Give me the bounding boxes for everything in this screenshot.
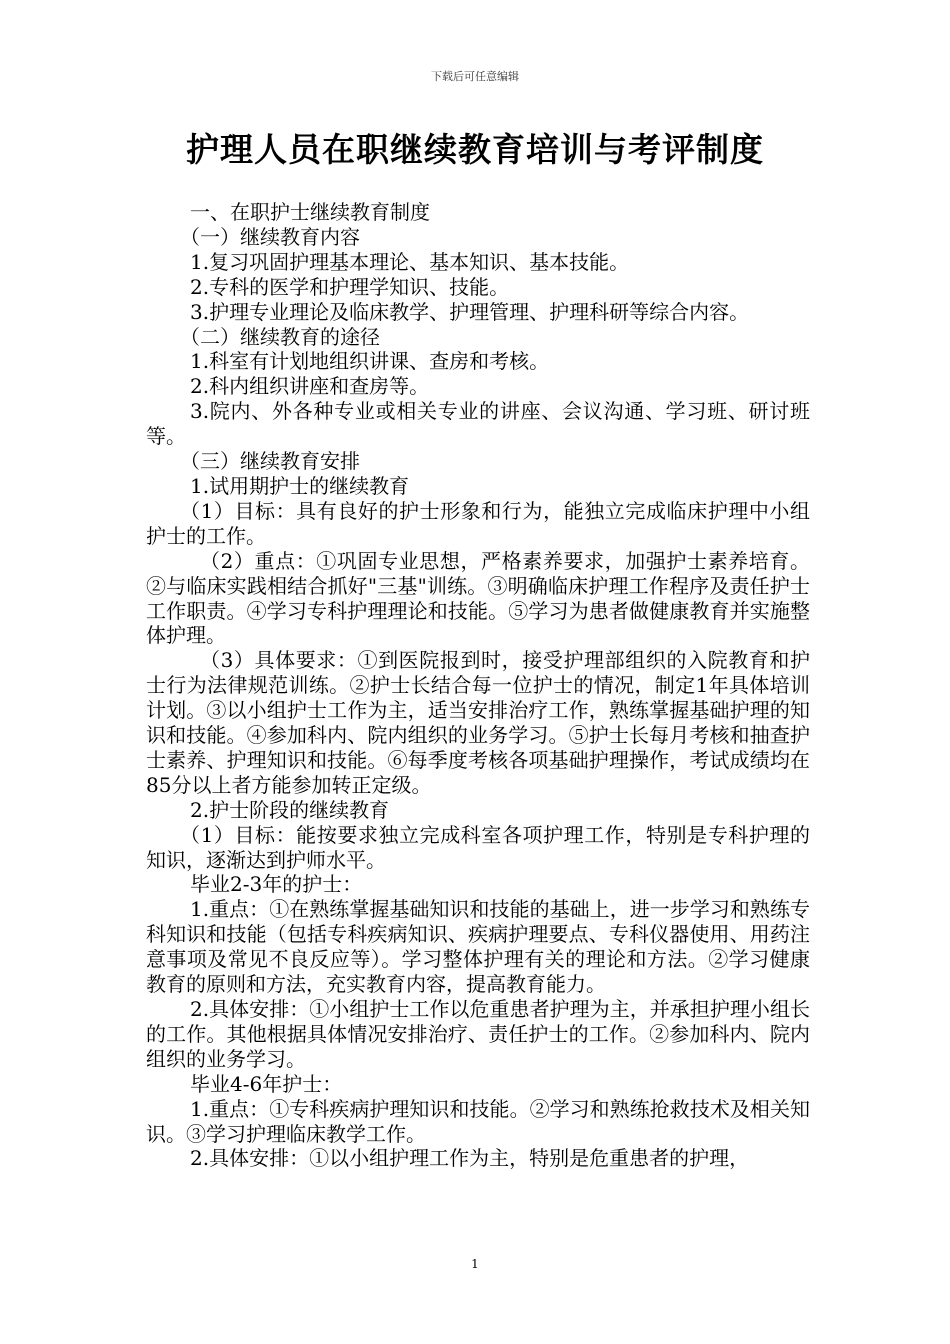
- body-paragraph: （2）重点：①巩固专业思想，严格素养要求，加强护士素养培育。②与临床实践相结合抓好"三基"训练。③明确临床护理工作程序及责任护士工作职责。④学习专科护理理论和技能。⑤学习为患者做健康教育并实施整体护理。: [146, 548, 810, 648]
- list-item: 1.复习巩固护理基本理论、基本知识、基本技能。: [190, 249, 630, 274]
- document-title: 护理人员在职继续教育培训与考评制度: [186, 130, 764, 169]
- body-paragraph: 毕业2-3年的护士：: [190, 872, 363, 897]
- body-paragraph: 1.重点：①专科疾病护理知识和技能。②学习和熟练抢救技术及相关知识。③学习护理临床教学工作。: [146, 1096, 810, 1146]
- body-paragraph: （1）目标：能按要求独立完成科室各项护理工作，特别是专科护理的知识，逐渐达到护师水平。: [146, 822, 810, 872]
- list-item: 2.科内组织讲座和查房等。: [190, 374, 430, 399]
- body-paragraph: （3）具体要求：①到医院报到时，接受护理部组织的入院教育和护士行为法律规范训练。②护士长结合每一位护士的情况，制定1年具体培训计划。③以小组护士工作为主，适当安排治疗工作，熟练掌握基础护理的知识和技能。④参加科内、院内组织的业务学习。⑤护士长每月考核和抽查护士素养、护理知识和技能。⑥每季度考核各项基础护理操作，考试成绩均在85分以上者方能参加转正定级。: [146, 648, 810, 797]
- body-paragraph: 毕业4-6年护士：: [190, 1071, 343, 1096]
- subsection-heading: （三）继续教育安排: [180, 449, 360, 474]
- subsection-heading: （二）继续教育的途径: [180, 324, 380, 349]
- body-paragraph: （1）目标：具有良好的护士形象和行为，能独立完成临床护理中小组护士的工作。: [146, 498, 810, 548]
- list-item: 3.院内、外各种专业或相关专业的讲座、会议沟通、学习班、研讨班等。: [146, 399, 810, 449]
- page-number: 1: [471, 1257, 479, 1271]
- document-body: [146, 200, 810, 1171]
- list-item: 2.护士阶段的继续教育: [190, 797, 390, 822]
- section-heading-1: 一、在职护士继续教育制度: [190, 200, 430, 224]
- body-paragraph: 2.具体安排：①以小组护理工作为主，特别是危重患者的护理，: [190, 1146, 750, 1171]
- body-paragraph: 1.重点：①在熟练掌握基础知识和技能的基础上，进一步学习和熟练专科知识和技能（包括专科疾病知识、疾病护理要点、专科仪器使用、用药注意事项及常见不良反应等）。学习整体护理有关的理论和方法。②学习健康教育的原则和方法，充实教育内容，提高教育能力。: [146, 897, 810, 997]
- list-item: 1.试用期护士的继续教育: [190, 473, 410, 498]
- list-item: 3.护理专业理论及临床教学、护理管理、护理科研等综合内容。: [190, 299, 750, 324]
- list-item: 1.科室有计划地组织讲课、查房和考核。: [190, 349, 550, 374]
- subsection-heading: （一）继续教育内容: [180, 224, 360, 249]
- list-item: 2.专科的医学和护理学知识、技能。: [190, 274, 510, 299]
- page-header-note: 下载后可任意编辑: [431, 70, 519, 83]
- body-paragraph: 2.具体安排：①小组护士工作以危重患者护理为主，并承担护理小组长的工作。其他根据具体情况安排治疗、责任护士的工作。②参加科内、院内组织的业务学习。: [146, 997, 810, 1071]
